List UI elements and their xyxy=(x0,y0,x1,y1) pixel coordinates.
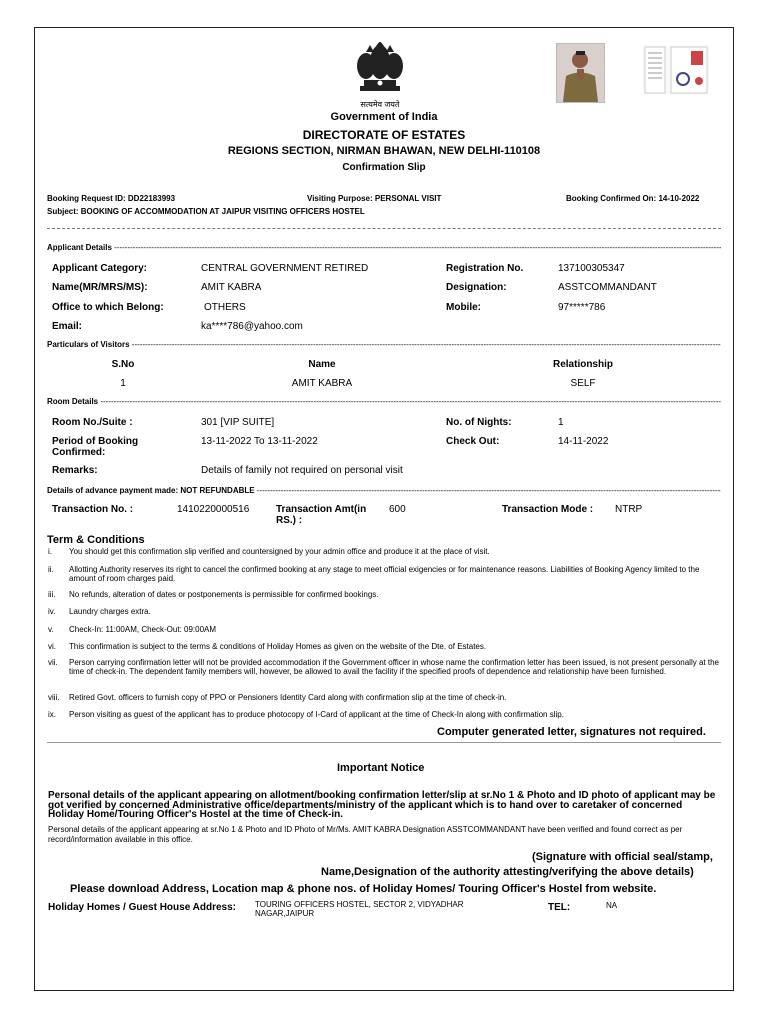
designation-label: Designation: xyxy=(446,282,507,293)
room-value: 301 [VIP SUITE] xyxy=(201,417,275,428)
registration-value: 137100305347 xyxy=(558,263,625,274)
term-number: iv. xyxy=(48,607,56,616)
id-card-image xyxy=(643,45,709,95)
term-number: vi. xyxy=(48,642,56,651)
room-label: Room No./Suite : xyxy=(52,417,133,428)
office-value: OTHERS xyxy=(204,302,246,313)
term-text: Check-In: 11:00AM, Check-Out: 09:00AM xyxy=(69,625,217,634)
tel-label: TEL: xyxy=(548,902,571,913)
address-value: TOURING OFFICERS HOSTEL, SECTOR 2, VIDYADHAR NAGAR,JAIPUR xyxy=(255,900,464,918)
term-number: ix. xyxy=(48,710,56,719)
visitors-header-name: Name xyxy=(308,359,336,370)
notice-title: Important Notice xyxy=(337,762,425,774)
term-number: ii. xyxy=(48,565,54,574)
room-section-title: Room Details ----- xyxy=(47,397,721,406)
section-title: REGIONS SECTION, NIRMAN BHAWAN, NEW DELHI-110108 xyxy=(227,145,541,157)
booking-request-id: Booking Request ID: DD22183993 xyxy=(47,194,176,203)
slip-title: Confirmation Slip xyxy=(342,162,426,173)
visitors-header-relationship: Relationship xyxy=(552,359,613,370)
visitors-header-sno: S.No xyxy=(111,359,135,370)
name-label: Name(MR/MRS/MS): xyxy=(52,282,148,293)
notice-paragraph: Personal details of the applicant appearing at sr.No 1 & Photo and ID Photo of Mr/Ms. AMIT KABRA Designation ASSTCOMMANDANT have been verified and found correct as per record/information available in this office. xyxy=(48,825,683,844)
transaction-amt-value: 600 xyxy=(389,504,406,515)
checkout-value: 14-11-2022 xyxy=(558,436,609,447)
mobile-value: 97*****786 xyxy=(558,302,606,313)
address-label: Holiday Homes / Guest House Address: xyxy=(48,902,237,913)
applicant-category-value: CENTRAL GOVERNMENT RETIRED xyxy=(201,263,369,274)
email-value: ka****786@yahoo.com xyxy=(201,321,303,332)
applicant-category-label: Applicant Category: xyxy=(52,263,148,274)
term-text: No refunds, alteration of dates or postponements is permissible for confirmed bookings. xyxy=(69,590,379,599)
signature-line-2: Name,Designation of the authority attesting/verifying the above details) xyxy=(321,866,694,878)
mobile-label: Mobile: xyxy=(446,302,481,313)
computer-generated-note: Computer generated letter, signatures not required. xyxy=(437,726,706,738)
term-text: Allotting Authority reserves its right to cancel the confirmed booking at any stage to meet official exigencies or for maintenance reasons. Liabilities of Booking Agency limited to the amount of room charges paid. xyxy=(69,565,700,583)
registration-label: Registration No. xyxy=(446,263,524,274)
visitor-row-relationship: SELF xyxy=(570,378,596,389)
tel-value: NA xyxy=(606,901,618,910)
term-number: vii. xyxy=(48,658,58,667)
visiting-purpose: Visiting Purpose: PERSONAL VISIT xyxy=(307,194,442,203)
remarks-value: Details of family not required on personal visit xyxy=(201,465,403,476)
visitor-row-sno: 1 xyxy=(120,378,126,389)
applicant-photo xyxy=(556,43,605,103)
notice-bold-paragraph: Personal details of the applicant appearing on allotment/booking confirmation letter/slip at sr.No 1 & Photo and ID photo of applicant may be got verified by concerned Administrative office/departments/ministry of the applicant which is to hand over to caretaker of concerned Holiday Home/Touring Officer's Hostel at the time of Check-in. xyxy=(48,790,716,820)
download-note: Please download Address, Location map & phone nos. of Holiday Homes/ Touring Officer's Hostel from website. xyxy=(70,883,657,895)
term-text: This confirmation is subject to the terms & conditions of Holiday Homes as given on the website of the Dte. of Estates. xyxy=(69,642,487,651)
term-text: Person carrying confirmation letter will not be provided accommodation if the Government officer in whose name the confirmation letter has been issued, is not present personally at the time of check-in. The dependent family members will, however, be allowed to avail the facility if the specified proofs of dependence and relationship have been furnished. xyxy=(69,658,719,676)
national-emblem-icon xyxy=(346,42,414,100)
email-label: Email: xyxy=(52,321,83,332)
remarks-label: Remarks: xyxy=(52,465,98,476)
visitor-row-name: AMIT KABRA xyxy=(291,378,353,389)
gov-title: Government of India xyxy=(330,111,438,123)
period-label: Period of Booking Confirmed: xyxy=(52,436,139,458)
term-number: iii. xyxy=(48,590,56,599)
term-text: You should get this confirmation slip verified and countersigned by your admin office and produce it at the place of visit. xyxy=(69,547,490,556)
terms-title: Term & Conditions xyxy=(47,534,145,546)
term-number: viii. xyxy=(48,693,60,702)
nights-label: No. of Nights: xyxy=(446,417,512,428)
transaction-no-value: 1410220000516 xyxy=(177,504,250,515)
transaction-amt-label: Transaction Amt(in RS.) : xyxy=(276,504,367,526)
directorate-title: DIRECTORATE OF ESTATES xyxy=(302,128,466,142)
emblem-caption: सत्यमेव जयते xyxy=(360,100,400,109)
term-text: Person visiting as guest of the applicant has to produce photocopy of I-Card of applicant at the time of Check-In along with confirmation slip. xyxy=(69,710,564,719)
designation-value: ASSTCOMMANDANT xyxy=(558,282,657,293)
term-number: v. xyxy=(48,625,54,634)
term-text: Laundry charges extra. xyxy=(69,607,151,616)
nights-value: 1 xyxy=(558,417,564,428)
period-value: 13-11-2022 To 13-11-2022 xyxy=(201,436,318,447)
transaction-mode-value: NTRP xyxy=(615,504,643,515)
signature-line-1: (Signature with official seal/stamp, xyxy=(532,851,713,863)
subject: Subject: BOOKING OF ACCOMMODATION AT JAIPUR VISITING OFFICERS HOSTEL xyxy=(47,207,365,216)
transaction-no-label: Transaction No. : xyxy=(52,504,134,515)
office-label: Office to which Belong: xyxy=(52,302,164,313)
payment-section-title: Details of advance payment made: NOT REFUNDABLE ----- xyxy=(47,486,721,495)
term-number: i. xyxy=(48,547,52,556)
booking-confirmed-on: Booking Confirmed On: 14-10-2022 xyxy=(566,194,700,203)
applicant-section-title: Applicant Details ----- xyxy=(47,243,721,252)
checkout-label: Check Out: xyxy=(446,436,500,447)
term-text: Retired Govt. officers to furnish copy of PPO or Pensioners Identity Card along with confirmation slip at the time of check-in. xyxy=(69,693,507,702)
name-value: AMIT KABRA xyxy=(201,282,262,293)
divider xyxy=(47,742,721,743)
transaction-mode-label: Transaction Mode : xyxy=(502,504,594,515)
visitors-section-title: Particulars of Visitors ----- xyxy=(47,340,721,349)
divider xyxy=(47,228,721,229)
